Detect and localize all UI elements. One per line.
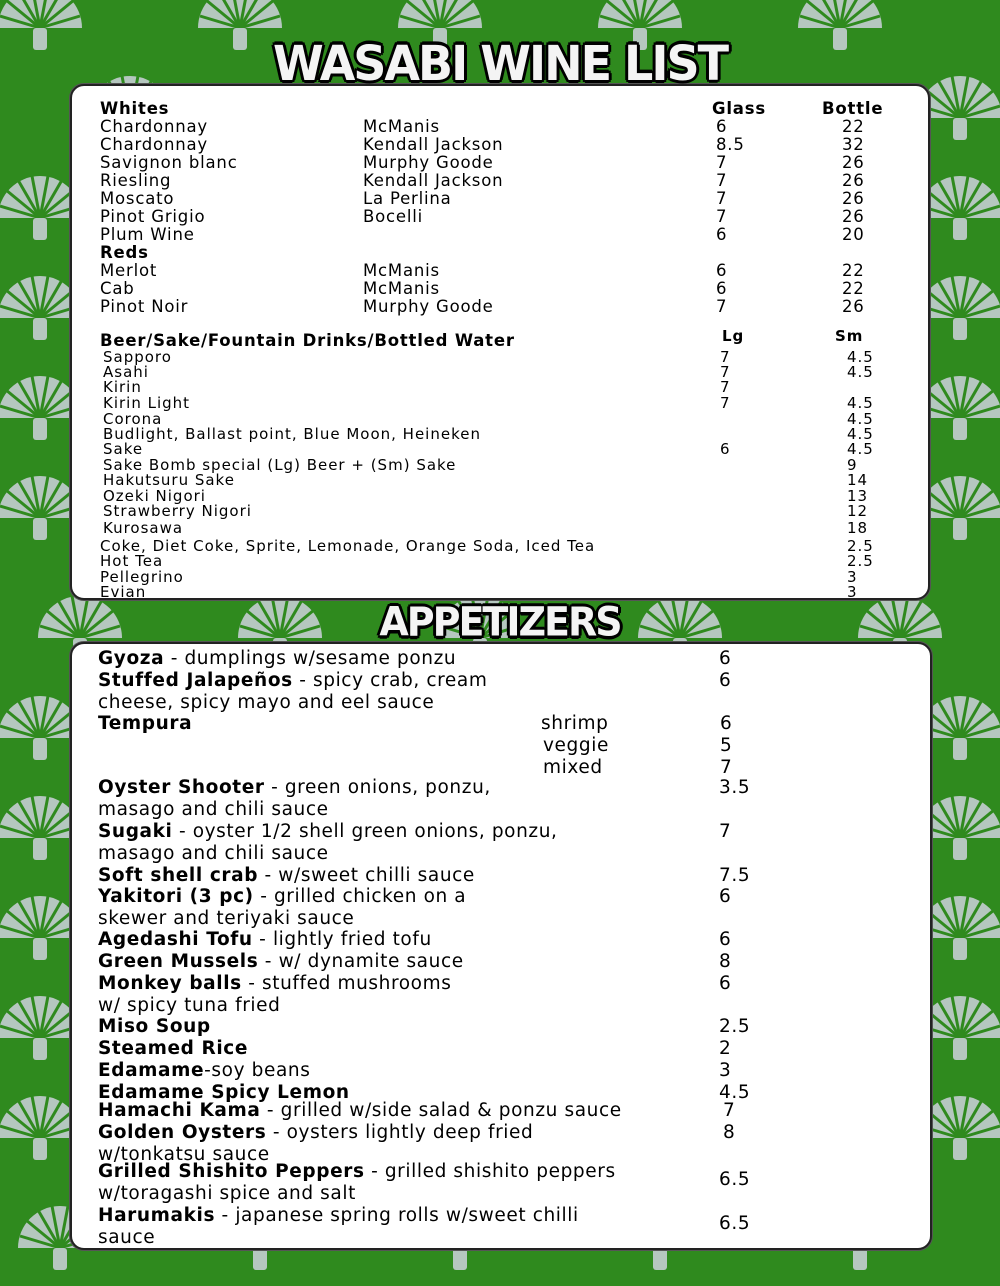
appetizer-name: Steamed Rice (98, 1038, 249, 1059)
appetizer-description: - stuffed mushrooms (241, 973, 452, 994)
drink-sm-price: 9 (847, 456, 858, 474)
wine-glass-price: 7 (716, 207, 728, 226)
wine-bottle-price: 26 (842, 297, 865, 316)
drink-sm-price: 12 (847, 502, 869, 520)
appetizer-name: Gyoza (98, 648, 165, 669)
drink-name: Sake (103, 440, 144, 458)
appetizer-name: Tempura (98, 713, 193, 734)
wine-bottle-price: 26 (842, 171, 865, 190)
drink-sm-price: 4.5 (847, 425, 874, 443)
drink-lg-price: 7 (720, 394, 731, 412)
drink-name: Kirin (103, 378, 142, 396)
drink-sm-price: 18 (847, 519, 869, 537)
wine-brand: La Perlina (363, 189, 452, 208)
drink-name: Kirin Light (103, 394, 191, 412)
drink-name: Evian (100, 583, 147, 601)
appetizer-description-cont: w/tonkatsu sauce (98, 1144, 270, 1165)
appetizer-name: Agedashi Tofu (98, 929, 253, 950)
appetizer-price: 3 (719, 1060, 732, 1081)
drink-sm-price: 4.5 (847, 410, 874, 428)
appetizer-description: - spicy crab, cream (292, 670, 488, 691)
wine-name: Plum Wine (100, 225, 195, 244)
wine-bottle-price: 22 (842, 117, 865, 136)
wine-glass-price: 7 (716, 189, 728, 208)
appetizer-name: Edamame Spicy Lemon (98, 1082, 350, 1103)
wine-name: Pinot Grigio (100, 207, 206, 226)
appetizers-title: APPETIZERS (379, 598, 621, 646)
drink-sm-price: 4.5 (847, 440, 874, 458)
appetizer-item (98, 973, 451, 995)
appetizer-price: 3.5 (719, 777, 751, 798)
tempura-option: mixed (543, 757, 603, 778)
drink-sm-price: 3 (847, 568, 858, 586)
appetizer-description: - lightly fried tofu (252, 929, 432, 950)
drink-name: Budlight, Ballast point, Blue Moon, Heineken (103, 425, 481, 443)
appetizers-panel (70, 642, 932, 1250)
wine-glass-price: 7 (716, 297, 728, 316)
appetizer-name: Oyster Shooter (98, 777, 265, 798)
appetizer-item (98, 713, 192, 735)
drink-name: Kurosawa (103, 519, 184, 537)
drink-sm-price: 13 (847, 487, 869, 505)
tempura-option: shrimp (541, 713, 609, 734)
appetizer-name: Hamachi Kama (98, 1100, 261, 1121)
appetizer-item (98, 1038, 248, 1060)
appetizer-description-cont: skewer and teriyaki sauce (98, 908, 355, 929)
wine-name: Chardonnay (100, 117, 208, 136)
appetizer-item (98, 648, 456, 670)
wine-bottle-price: 22 (842, 279, 865, 298)
wine-glass-price: 7 (716, 171, 728, 190)
appetizer-price: 8 (723, 1122, 736, 1143)
drink-sm-price: 4.5 (847, 363, 874, 381)
appetizer-name: Grilled Shishito Peppers (98, 1161, 365, 1182)
appetizer-item (98, 1060, 310, 1082)
appetizer-description: - grilled w/side salad & ponzu sauce (260, 1100, 622, 1121)
appetizer-item (98, 951, 464, 973)
appetizer-description: -soy beans (204, 1060, 311, 1081)
appetizer-name: Miso Soup (98, 1016, 211, 1037)
wine-brand: Bocelli (363, 207, 423, 226)
appetizer-name: Stuffed Jalapeños (98, 670, 293, 691)
appetizer-item (98, 886, 466, 908)
appetizer-item (98, 670, 487, 692)
tempura-option: veggie (543, 735, 609, 756)
drink-lg-price: 6 (720, 440, 731, 458)
appetizer-price: 6 (719, 886, 732, 907)
wine-name: Cab (100, 279, 135, 298)
appetizer-description-cont: masago and chili sauce (98, 799, 329, 820)
appetizer-item (98, 821, 558, 843)
appetizer-name: Monkey balls (98, 973, 242, 994)
appetizer-description-cont: w/toragashi spice and salt (98, 1183, 356, 1204)
appetizer-price: 2 (719, 1038, 732, 1059)
wine-name: Riesling (100, 171, 172, 190)
bottle-header: Bottle (822, 99, 884, 118)
wine-brand: Kendall Jackson (363, 135, 504, 154)
appetizer-price: 7 (719, 821, 732, 842)
wine-list-title: WASABI WINE LIST (273, 34, 727, 92)
appetizer-name: Yakitori (3 pc) (98, 886, 254, 907)
wine-bottle-price: 26 (842, 207, 865, 226)
tempura-option-price: 7 (720, 757, 733, 778)
wine-bottle-price: 22 (842, 261, 865, 280)
drink-sm-price: 2.5 (847, 537, 874, 555)
appetizer-description: - dumplings w/sesame ponzu (164, 648, 457, 669)
wine-name: Chardonnay (100, 135, 208, 154)
appetizer-description-cont: w/ spicy tuna fried (98, 995, 281, 1016)
wine-bottle-price: 26 (842, 189, 865, 208)
appetizer-price: 6 (719, 648, 732, 669)
drink-name: Sapporo (103, 348, 172, 366)
appetizer-price: 4.5 (719, 1082, 751, 1103)
drink-lg-price: 7 (720, 348, 731, 366)
appetizer-description-cont: sauce (98, 1227, 156, 1248)
appetizer-item (98, 1100, 622, 1122)
appetizer-item (98, 777, 491, 799)
drinks-header: Beer/Sake/Fountain Drinks/Bottled Water (100, 331, 515, 350)
wine-list-panel (70, 84, 930, 600)
drink-name: Pellegrino (100, 568, 184, 586)
appetizer-description: - japanese spring rolls w/sweet chilli (215, 1205, 579, 1226)
drink-name: Hot Tea (100, 552, 164, 570)
appetizer-price: 6.5 (719, 1213, 751, 1234)
appetizer-description-cont: cheese, spicy mayo and eel sauce (98, 692, 435, 713)
drink-lg-price: 7 (720, 363, 731, 381)
appetizer-price: 7.5 (719, 865, 751, 886)
appetizer-price: 6 (719, 670, 732, 691)
wine-brand: Kendall Jackson (363, 171, 504, 190)
reds-header: Reds (100, 243, 149, 262)
appetizer-description: - grilled shishito peppers (364, 1161, 616, 1182)
appetizer-description: - w/ dynamite sauce (258, 951, 464, 972)
wine-glass-price: 6 (716, 261, 728, 280)
appetizer-price: 6 (719, 929, 732, 950)
appetizer-description: - oyster 1/2 shell green onions, ponzu, (172, 821, 558, 842)
wine-glass-price: 7 (716, 153, 728, 172)
drink-lg-price: 7 (720, 378, 731, 396)
appetizer-item (98, 1205, 579, 1227)
appetizer-price: 8 (719, 951, 732, 972)
drink-sm-price: 4.5 (847, 348, 874, 366)
appetizer-description-cont: masago and chili sauce (98, 843, 329, 864)
appetizer-name: Soft shell crab (98, 865, 259, 886)
lg-header: Lg (722, 327, 745, 345)
wine-name: Merlot (100, 261, 158, 280)
appetizer-price: 6.5 (719, 1169, 751, 1190)
appetizer-name: Green Mussels (98, 951, 259, 972)
appetizer-price: 2.5 (719, 1016, 751, 1037)
appetizer-description: - green onions, ponzu, (264, 777, 491, 798)
tempura-option-price: 6 (720, 713, 733, 734)
wine-brand: McManis (363, 279, 440, 298)
appetizer-item (98, 865, 475, 887)
appetizer-price: 6 (719, 973, 732, 994)
appetizer-name: Golden Oysters (98, 1122, 267, 1143)
tempura-option-price: 5 (720, 735, 733, 756)
appetizer-description: - oysters lightly deep fried (266, 1122, 534, 1143)
drink-name: Ozeki Nigori (103, 487, 206, 505)
appetizer-name: Edamame (98, 1060, 205, 1081)
wine-glass-price: 6 (716, 225, 728, 244)
drink-name: Corona (103, 410, 163, 428)
appetizer-description: - w/sweet chilli sauce (258, 865, 475, 886)
wine-bottle-price: 20 (842, 225, 865, 244)
sm-header: Sm (835, 327, 864, 345)
drink-name: Coke, Diet Coke, Sprite, Lemonade, Orange Soda, Iced Tea (100, 537, 596, 555)
appetizer-price: 7 (723, 1100, 736, 1121)
appetizer-description: - grilled chicken on a (253, 886, 467, 907)
wine-name: Moscato (100, 189, 175, 208)
wine-brand: Murphy Goode (363, 297, 494, 316)
drink-sm-price: 3 (847, 583, 858, 601)
appetizer-item (98, 929, 432, 951)
appetizer-name: Harumakis (98, 1205, 216, 1226)
wine-name: Savignon blanc (100, 153, 238, 172)
drink-sm-price: 2.5 (847, 552, 874, 570)
wine-brand: McManis (363, 261, 440, 280)
drink-name: Sake Bomb special (Lg) Beer + (Sm) Sake (103, 456, 457, 474)
appetizer-item (98, 1016, 211, 1038)
appetizer-name: Sugaki (98, 821, 173, 842)
drink-name: Strawberry Nigori (103, 502, 252, 520)
drink-name: Hakutsuru Sake (103, 471, 235, 489)
drink-sm-price: 4.5 (847, 394, 874, 412)
wine-glass-price: 6 (716, 279, 728, 298)
wine-glass-price: 6 (716, 117, 728, 136)
wine-brand: McManis (363, 117, 440, 136)
appetizer-item (98, 1122, 533, 1144)
wine-bottle-price: 32 (842, 135, 865, 154)
wine-brand: Murphy Goode (363, 153, 494, 172)
glass-header: Glass (712, 99, 766, 118)
drink-sm-price: 14 (847, 471, 869, 489)
whites-header: Whites (100, 99, 170, 118)
wine-bottle-price: 26 (842, 153, 865, 172)
drink-name: Asahi (103, 363, 149, 381)
appetizer-item (98, 1161, 616, 1183)
wine-name: Pinot Noir (100, 297, 189, 316)
wine-glass-price: 8.5 (716, 135, 745, 154)
